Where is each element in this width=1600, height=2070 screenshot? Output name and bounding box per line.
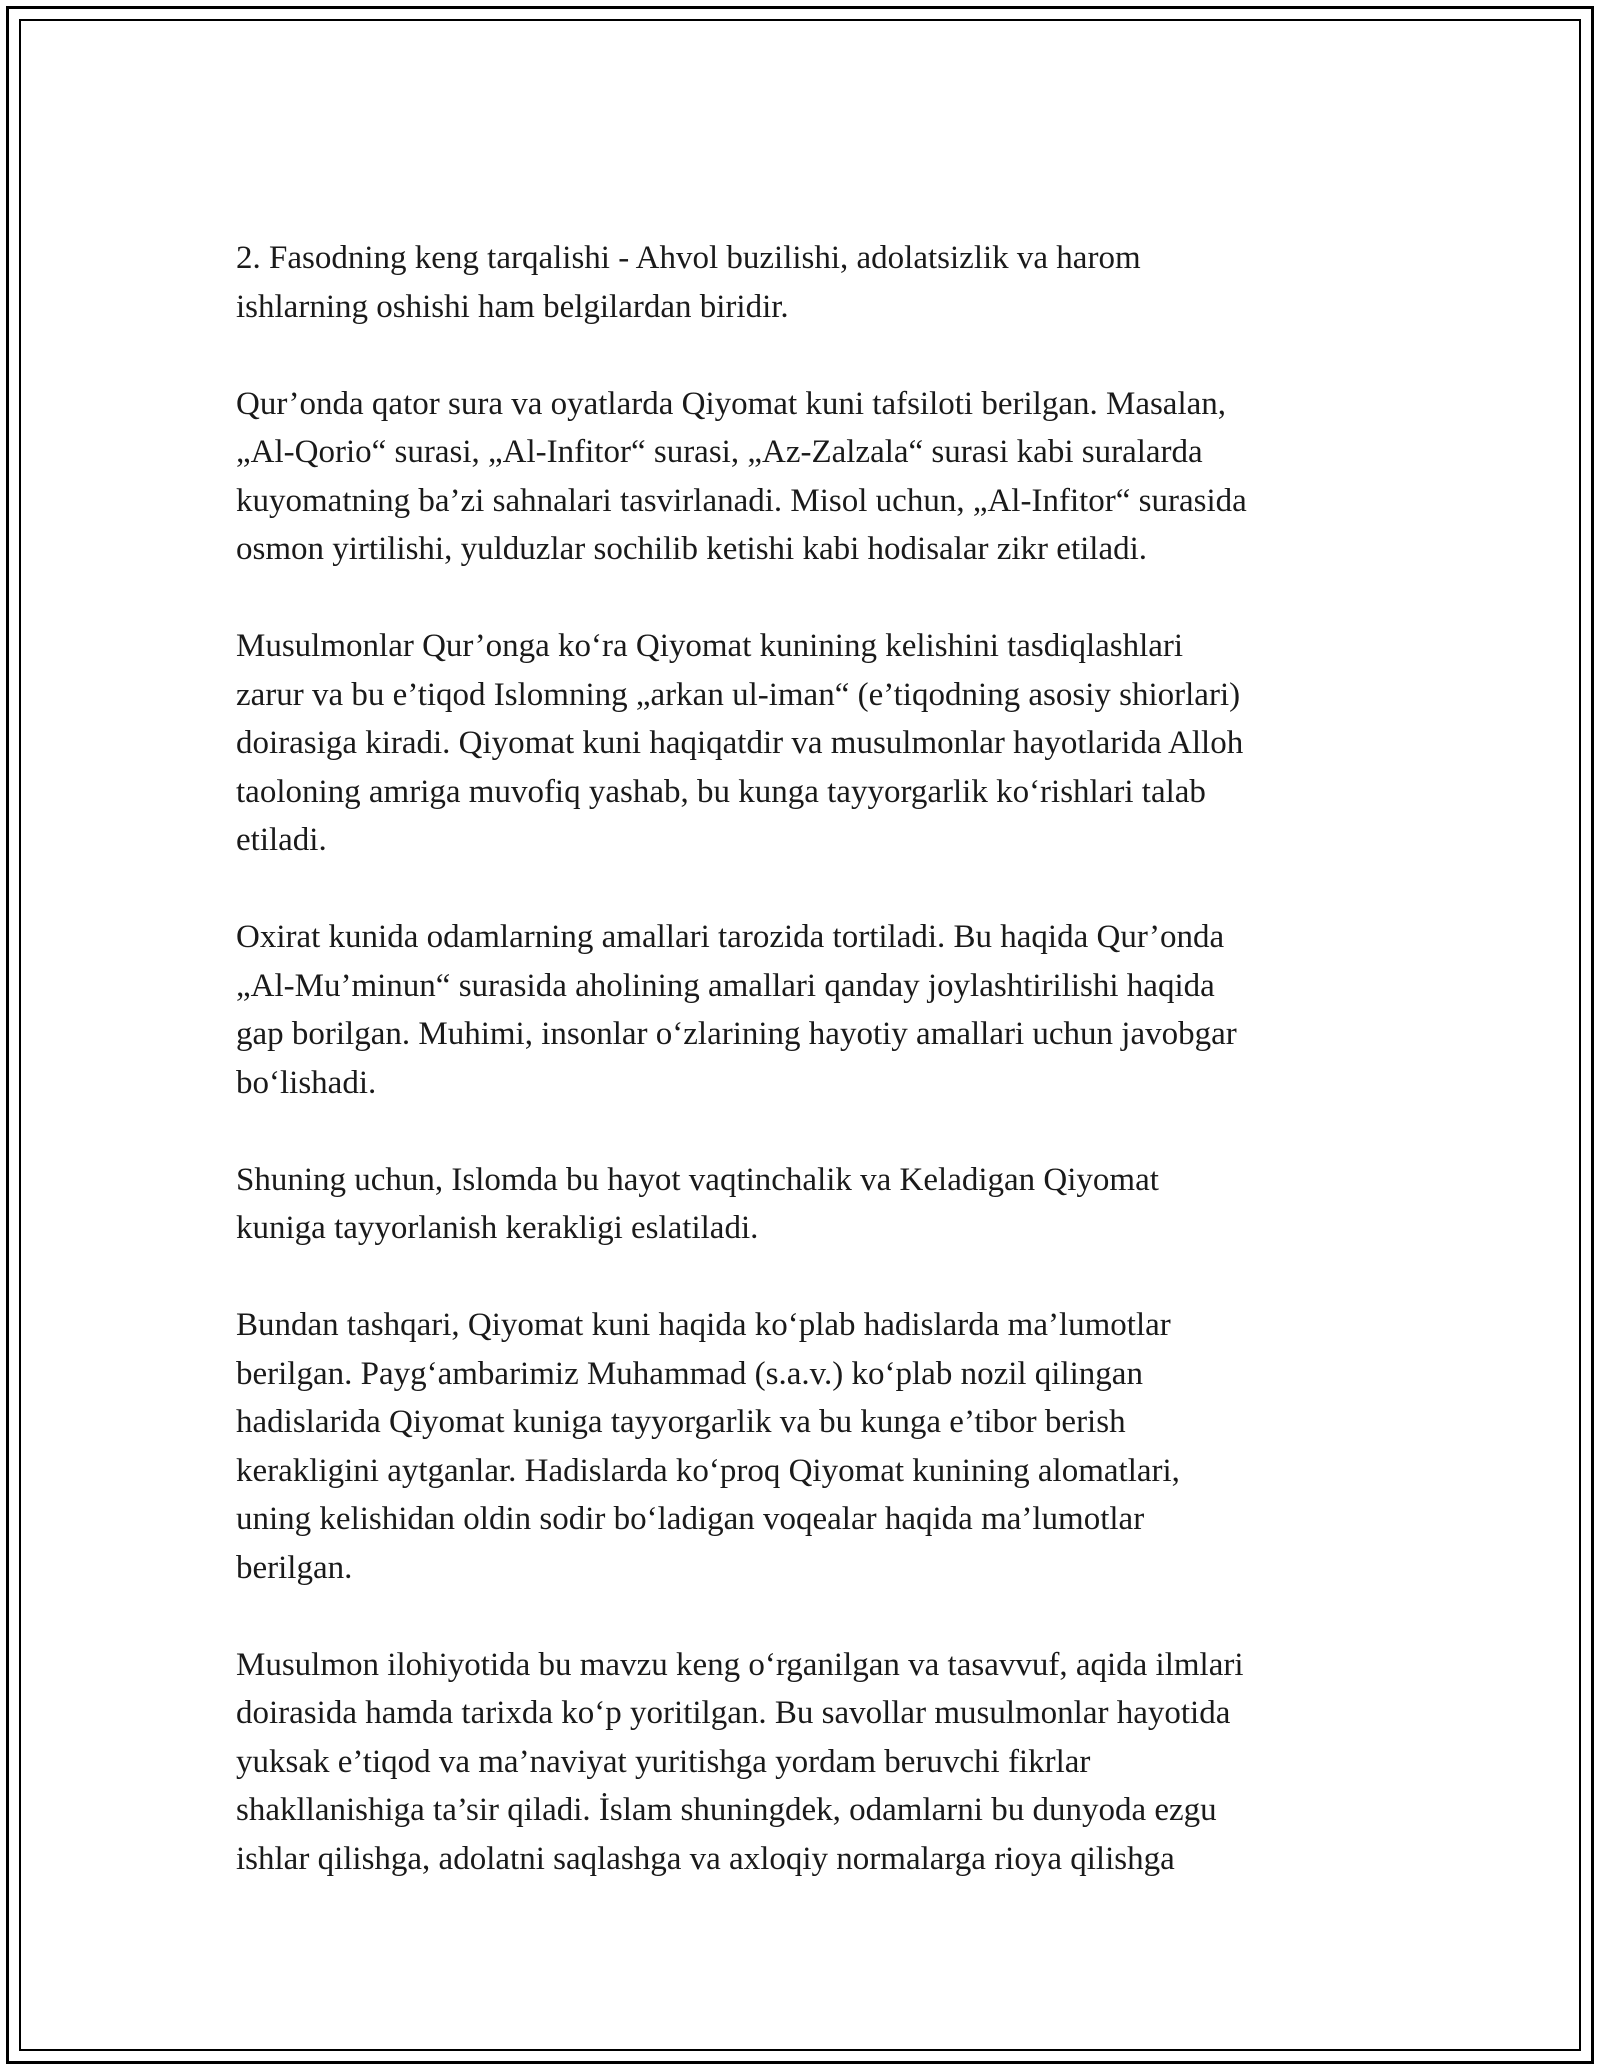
text-line: yuksak e’tiqod va ma’naviyat yuritishga yordam beruvchi fikrlar xyxy=(236,1743,1091,1780)
text-line: berilgan. Paygʻambarimiz Muhammad (s.a.v.) koʻplab nozil qilingan xyxy=(236,1355,1143,1392)
text-line: kuyomatning ba’zi sahnalari tasvirlanadi. Misol uchun, „Al-Infitor“ surasida xyxy=(236,482,1247,519)
text-line: Musulmonlar Qur’onga koʻra Qiyomat kunining kelishini tasdiqlashlari xyxy=(236,628,1184,664)
paragraph-4 xyxy=(236,913,1376,1107)
text-line: etiladi. xyxy=(236,822,327,858)
text-line: gap borilgan. Muhimi, insonlar oʻzlarining hayotiy amallari uchun javobgar xyxy=(236,1016,1237,1052)
text-line: zarur va bu e’tiqod Islomning „arkan ul-iman“ (e’tiqodning asosiy shiorlari) xyxy=(236,676,1241,713)
text-line: Shuning uchun, Islomda bu hayot vaqtinchalik va Keladigan Qiyomat xyxy=(236,1161,1159,1198)
text-line: ishlarning oshishi ham belgilardan biridir. xyxy=(236,288,789,325)
text-line: taoloning amriga muvofiq yashab, bu kunga tayyorgarlik koʻrishlari talab xyxy=(236,773,1206,810)
paragraph-5 xyxy=(236,1156,1376,1253)
text-line: shakllanishiga ta’sir qiladi. İslam shuningdek, odamlarni bu dunyoda ezgu xyxy=(236,1792,1217,1828)
text-line: osmon yirtilishi, yulduzlar sochilib ketishi kabi hodisalar zikr etiladi. xyxy=(236,531,1148,567)
text-line: Oxirat kunida odamlarning amallari tarozida tortiladi. Bu haqida Qur’onda xyxy=(236,919,1225,955)
document-body xyxy=(236,234,1376,1932)
text-line: „Al-Qorio“ surasi, „Al-Infitor“ surasi, „Az-Zalzala“ surasi kabi suralarda xyxy=(236,434,1203,470)
text-line: doirasida hamda tarixda koʻp yoritilgan. Bu savollar musulmonlar hayotida xyxy=(236,1695,1231,1731)
text-line: boʻlishadi. xyxy=(236,1064,377,1101)
paragraph-3 xyxy=(236,622,1376,865)
text-line: uning kelishidan oldin sodir boʻladigan voqealar haqida ma’lumotlar xyxy=(236,1501,1145,1537)
text-line: kuniga tayyorlanish kerakligi eslatiladi. xyxy=(236,1210,759,1246)
paragraph-1 xyxy=(236,234,1376,331)
paragraph-7 xyxy=(236,1641,1376,1884)
paragraph-2 xyxy=(236,380,1376,574)
text-line: berilgan. xyxy=(236,1549,353,1586)
text-line: doirasiga kiradi. Qiyomat kuni haqiqatdir va musulmonlar hayotlarida Alloh xyxy=(236,725,1244,761)
text-line: Musulmon ilohiyotida bu mavzu keng oʻrganilgan va tasavvuf, aqida ilmlari xyxy=(236,1646,1244,1683)
paragraph-6 xyxy=(236,1301,1376,1592)
text-line: 2. Fasodning keng tarqalishi - Ahvol buzilishi, adolatsizlik va harom xyxy=(236,240,1141,276)
text-line: Bundan tashqari, Qiyomat kuni haqida koʻplab hadislarda ma’lumotlar xyxy=(236,1307,1171,1343)
text-line: kerakligini aytganlar. Hadislarda koʻproq Qiyomat kunining alomatlari, xyxy=(236,1452,1180,1489)
text-line: ishlar qilishga, adolatni saqlashga va axloqiy normalarga rioya qilishga xyxy=(236,1840,1175,1877)
text-line: Qur’onda qator sura va oyatlarda Qiyomat kuni tafsiloti berilgan. Masalan, xyxy=(236,385,1227,422)
text-line: „Al-Mu’minun“ surasida aholining amallari qanday joylashtirilishi haqida xyxy=(236,967,1215,1004)
text-line: hadislarida Qiyomat kuniga tayyorgarlik va bu kunga e’tibor berish xyxy=(236,1404,1126,1440)
